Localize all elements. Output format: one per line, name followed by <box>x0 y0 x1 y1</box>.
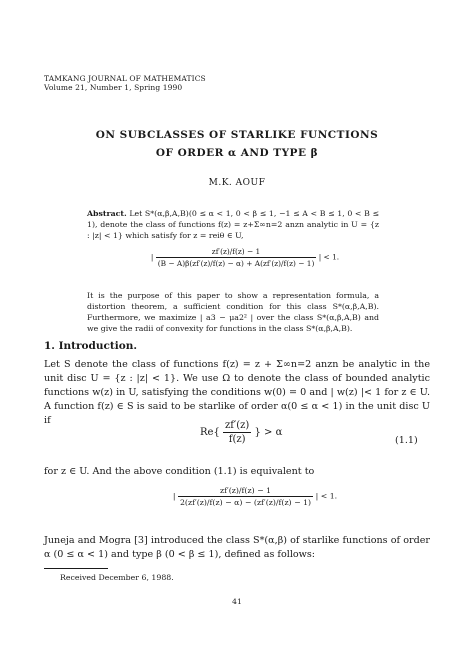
abstract-formula-denominator: (B − A)β(zf′(z)/f(z) − α) + A(zf′(z)/f(z) − 1) <box>157 259 315 268</box>
section-heading: 1. Introduction. <box>44 340 138 352</box>
eq2-fraction <box>178 486 313 507</box>
eq2-denominator: 2(zf′(z)/f(z) − α) − (zf′(z)/f(z) − 1) <box>179 498 312 507</box>
abstract-text1: Let S*(α,β,A,B)(0 ≤ α < 1, 0 < β ≤ 1, −1 ≤ A < B ≤ 1, 0 < B ≤ 1), denote the class of functions f(z) = z+Σ∞n=2 anzn analytic in U = {z : |z| < 1} which satisfy for z = reiθ ∈ U, <box>87 209 379 240</box>
abstract-label: Abstract. <box>87 209 127 218</box>
eq2-right: | < 1. <box>315 491 338 501</box>
eq1-denominator: f(z) <box>228 434 246 445</box>
equation-2 <box>155 486 355 507</box>
eq1-prefix: Re{ <box>200 427 220 438</box>
abstract-formula-right: | < 1. <box>318 252 340 262</box>
footnote: Received December 6, 1988. <box>60 573 174 582</box>
page-number: 41 <box>232 597 242 606</box>
eq1-suffix: } > α <box>254 427 283 438</box>
eq1-fraction <box>223 420 251 445</box>
eq2-left: | <box>172 491 176 501</box>
abstract-text2: It is the purpose of this paper to show a representation formula, a distortion theorem, a sufficient condition for this class S*(α,β,A,B). Furthermore, we maximize | a3 − μa2² | over the class S*(α,β,A,B) and we give the radii of convexity for functions in the class S*(α,β,A,B). <box>87 291 379 333</box>
abstract-formula-fraction <box>156 247 317 268</box>
abstract-formula <box>130 247 360 268</box>
author: M.K. AOUF <box>208 178 266 188</box>
eq1-numerator: zf′(z) <box>225 420 250 431</box>
intro-paragraph-1: Let S denote the class of functions f(z) = z + Σ∞n=2 anzn be analytic in the unit disc U = {z : |z| < 1}. We use Ω to denote the class of bounded analytic functions w(z) in U, satisfying the conditions w(0) = 0 and | w(z) |< 1 for z ∈ U. A function f(z) ∈ S is said to be starlike of order α(0 ≤ α < 1) in the unit disc U if <box>44 359 430 426</box>
journal-header <box>44 74 206 92</box>
journal-name: TAMKANG JOURNAL OF MATHEMATICS <box>44 74 206 83</box>
eq2-numerator: zf′(z)/f(z) − 1 <box>178 486 313 497</box>
abstract-formula-left: | <box>150 252 154 262</box>
journal-volume: Volume 21, Number 1, Spring 1990 <box>44 83 183 92</box>
paper-title-line1: ON SUBCLASSES OF STARLIKE FUNCTIONS <box>95 129 379 141</box>
intro-paragraph-3: Juneja and Mogra [3] introduced the class S*(α,β) of starlike functions of order α (0 ≤ α < 1) and type β (0 < β ≤ 1), defined as follows: <box>44 535 430 560</box>
paper-title-line2: OF ORDER α AND TYPE β <box>155 147 319 159</box>
intro-paragraph-2: for z ∈ U. And the above condition (1.1) is equivalent to <box>44 466 315 477</box>
equation-number: (1.1) <box>395 435 418 446</box>
footnote-rule <box>44 568 108 569</box>
abstract-text <box>87 208 379 241</box>
abstract-formula-numerator: zf′(z)/f(z) − 1 <box>156 247 317 258</box>
equation-1-1 <box>200 420 282 445</box>
